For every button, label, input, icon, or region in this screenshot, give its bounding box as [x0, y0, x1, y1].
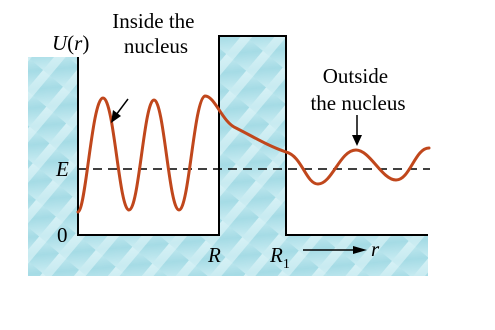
barrier-shaded-region — [219, 36, 287, 276]
r-axis-label: r — [371, 237, 380, 261]
energy-label: E — [56, 157, 69, 181]
r1-label: $R_1$ — [270, 243, 290, 272]
y-axis-label: U(r) — [52, 31, 90, 55]
inside-pointer-arrow-shaft — [116, 99, 128, 115]
inside-annotation: Inside the nucleus — [112, 9, 195, 58]
r-label: R — [208, 243, 221, 267]
inside-pointer-arrow-head — [111, 110, 121, 123]
zero-label: 0 — [57, 223, 68, 247]
outside-annotation: Outside the nucleus — [310, 64, 406, 115]
outside-pointer-arrow-head — [352, 135, 362, 146]
